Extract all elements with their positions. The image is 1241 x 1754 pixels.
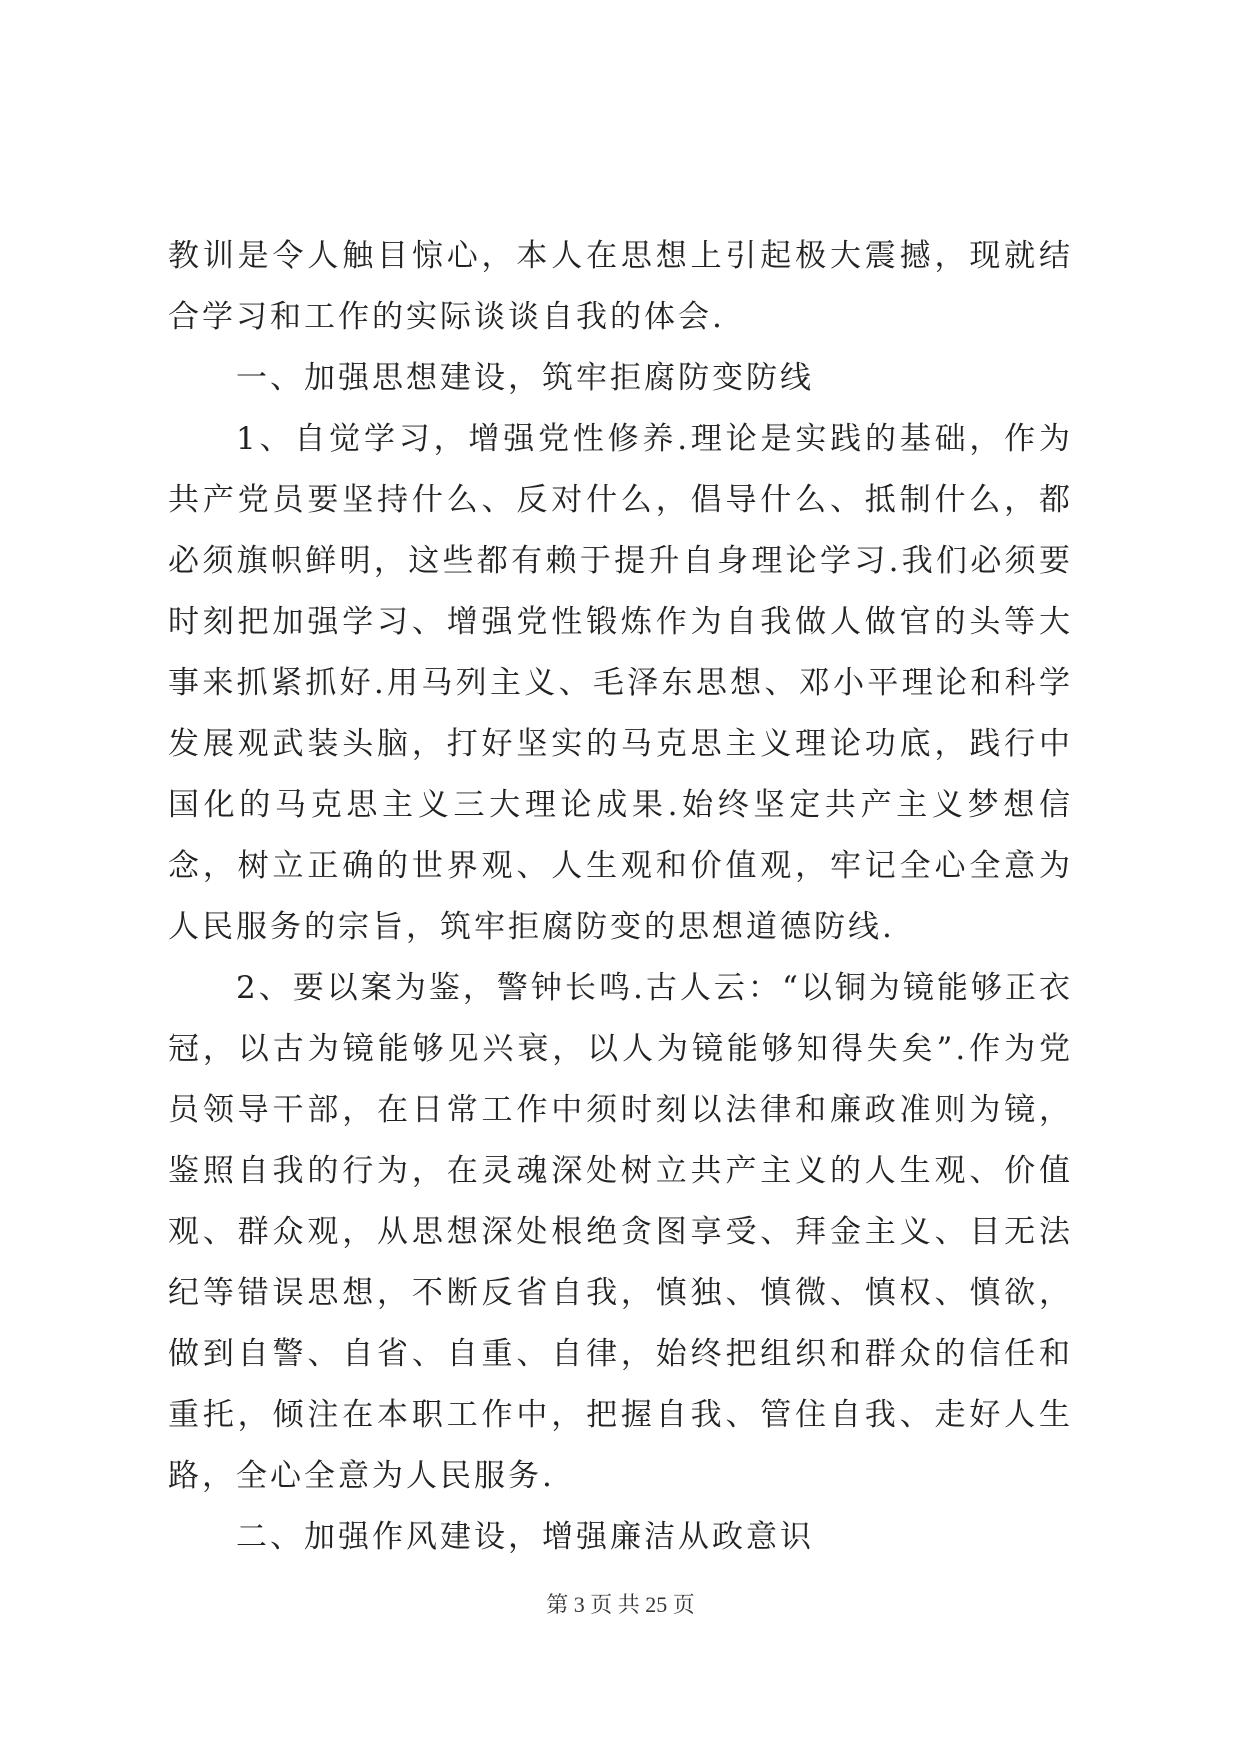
paragraph-continuation: 教训是令人触目惊心，本人在思想上引起极大震撼，现就结合学习和工作的实际谈谈自我的体会. bbox=[168, 238, 1073, 335]
paragraph-lessons: 2、要以案为鉴，警钟长鸣.古人云：“以铜为镜能够正衣冠，以古为镜能够见兴衰，以人为镜能够知得失矣”.作为党员领导干部，在日常工作中须时刻以法律和廉政准则为镜，鉴照自我的行为，在灵魂深处树立共产主义的人生观、价值观、群众观，从思想深处根绝贪图享受、拜金主义、目无法纪等错误思想，不断反省自我，慎独、慎微、慎权、慎欲，做到自警、自省、自重、自律，始终把组织和群众的信任和重托，倾注在本职工作中，把握自我、管住自我、走好人生路，全心全意为人民服务. bbox=[168, 970, 1073, 1494]
page-footer: 第 3 页 共 25 页 bbox=[546, 1592, 695, 1617]
section-heading-2: 二、加强作风建设，增强廉洁从政意识 bbox=[236, 1519, 814, 1555]
paragraph-study: 1、自觉学习，增强党性修养.理论是实践的基础，作为共产党员要坚持什么、反对什么，倡导什么、抵制什么，都必须旗帜鲜明，这些都有赖于提升自身理论学习.我们必须要时刻把加强学习、增强党性锻炼作为自我做人做官的头等大事来抓紧抓好.用马列主义、毛泽东思想、邓小平理论和科学发展观武装头脑，打好坚实的马克思主义理论功底，践行中国化的马克思主义三大理论成果.始终坚定共产主义梦想信念，树立正确的世界观、人生观和价值观，牢记全心全意为人民服务的宗旨，筑牢拒腐防变的思想道德防线. bbox=[168, 421, 1073, 945]
section-heading-1: 一、加强思想建设，筑牢拒腐防变防线 bbox=[236, 360, 814, 396]
document-body bbox=[168, 226, 1073, 1568]
